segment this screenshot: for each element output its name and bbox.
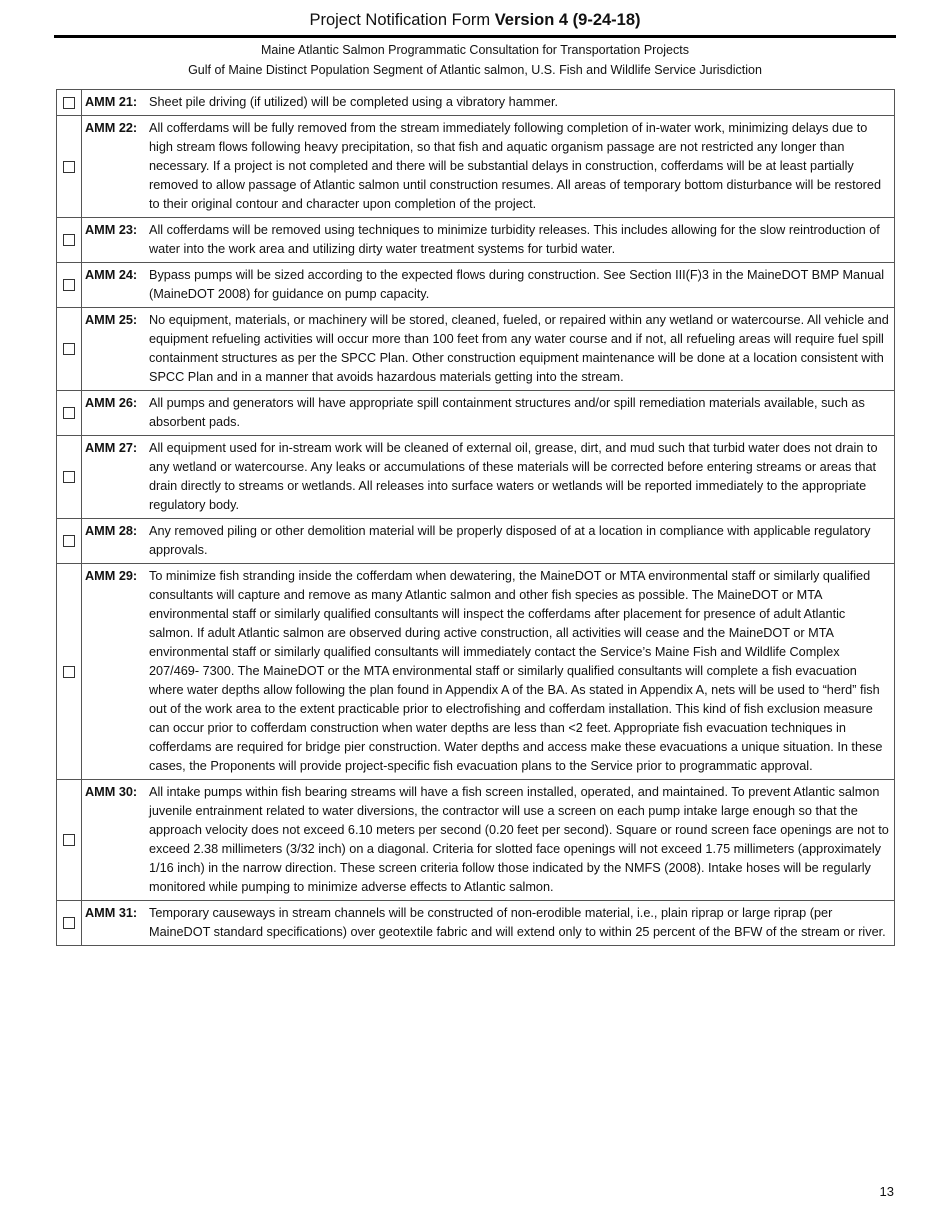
amm-description: All equipment used for in-stream work will be cleaned of external oil, grease, dirt, and mud such that turbid water does not drain to any wetland or watercourse. Any leaks or accumulations of these materials will be corrected before entering streams or areas that drain directly to streams or wetlands. All releases into surface waters or wetlands will be reported immediately to the appropriate regulatory body. — [149, 441, 878, 512]
checkbox-cell — [57, 116, 82, 218]
amm-description: To minimize fish stranding inside the cofferdam when dewatering, the MaineDOT or MTA environmental staff or similarly qualified consultants will capture and remove as many Atlantic salmon and other fish species as possible. The MaineDOT or MTA environmental staff or similarly qualified consultants will inspect the cofferdams after placement for presence of adult Atlantic salmon. If adult Atlantic salmon are observed during active construction, all activities will cease and the MaineDOT or MTA environmental staff or similarly qualified consultants will immediately contact the Service’s Maine Fish and Wildlife Complex 207/469- 7300. The MaineDOT or the MTA environmental staff or similarly qualified consultants will complete a fish evacuation where water depths allow following the plan found in Appendix A of the BA. As stated in Appendix A, nets will be used to “herd” fish out of the work area to the extent practicable prior to electrofishing and cofferdam installation. This kind of fish exclusion measure can occur prior to cofferdam construction when water depths are less than <2 feet. Appropriate fish evacuation techniques in cofferdams are required for bridge pier construction. Water depths and access make these evacuations a unique situation. In these cases, the Proponents will provide project-specific fish evacuation plans to the Service prior to programmatic approval. — [149, 569, 883, 773]
amm-label: AMM 27: — [85, 441, 138, 455]
amm-label: AMM 24: — [85, 268, 138, 282]
form-title-text: Project Notification Form — [309, 11, 491, 29]
amm-item — [85, 221, 891, 259]
amm-row — [57, 218, 895, 263]
amm-description: Any removed piling or other demolition material will be properly disposed of at a location in compliance with applicable regulatory approvals. — [149, 524, 871, 557]
amm-item — [85, 266, 891, 304]
checkbox-cell — [57, 901, 82, 946]
amm-item — [85, 522, 891, 560]
amm-row — [57, 90, 895, 116]
amm-row — [57, 308, 895, 391]
form-title — [54, 8, 896, 32]
amm-text-cell — [82, 901, 895, 946]
amm-row — [57, 780, 895, 901]
amm-checkbox[interactable] — [63, 279, 75, 291]
amm-row — [57, 436, 895, 519]
checkbox-cell — [57, 391, 82, 436]
checkbox-cell — [57, 519, 82, 564]
amm-label: AMM 23: — [85, 223, 138, 237]
subtitle-consultation: Maine Atlantic Salmon Programmatic Consultation for Transportation Projects — [261, 43, 689, 57]
amm-item — [85, 439, 891, 515]
amm-row — [57, 116, 895, 218]
amm-text-cell — [82, 391, 895, 436]
amm-item — [85, 783, 891, 897]
amm-description: All intake pumps within fish bearing streams will have a fish screen installed, operated, and maintained. To prevent Atlantic salmon juvenile entrainment related to water diversions, the contractor will use a screen on each pump intake large enough so that the approach velocity does not exceed 6.10 meters per second (0.20 feet per second). Square or round screen face openings are not to exceed 2.38 millimeters (3/32 inch) on a diagonal. Criteria for slotted face openings will not exceed 1.75 millimeters (approximately 1/16 inch) in the narrow direction. These screen criteria follow those indicated by the NMFS (2008). Intake hoses will be regularly monitored while pumping to minimize adverse effects to Atlantic salmon. — [149, 785, 889, 894]
amm-text-cell — [82, 780, 895, 901]
amm-description: All cofferdams will be removed using techniques to minimize turbidity releases. This includes allowing for the slow reintroduction of water into the work area and utilizing dirty water treatment systems for turbid water. — [149, 223, 880, 256]
header-divider — [54, 35, 896, 38]
amm-checkbox[interactable] — [63, 343, 75, 355]
amm-description: Sheet pile driving (if utilized) will be completed using a vibratory hammer. — [149, 95, 559, 109]
amm-row — [57, 263, 895, 308]
amm-label: AMM 25: — [85, 313, 138, 327]
amm-label: AMM 29: — [85, 569, 138, 583]
amm-checkbox[interactable] — [63, 234, 75, 246]
amm-text-cell — [82, 116, 895, 218]
checkbox-cell — [57, 218, 82, 263]
amm-checkbox[interactable] — [63, 834, 75, 846]
form-version: Version 4 (9-24-18) — [494, 11, 641, 29]
amm-checkbox[interactable] — [63, 666, 75, 678]
amm-checkbox[interactable] — [63, 471, 75, 483]
page-header — [54, 8, 896, 32]
amm-label: AMM 30: — [85, 785, 138, 799]
amm-item — [85, 394, 891, 432]
checkbox-cell — [57, 780, 82, 901]
amm-row — [57, 901, 895, 946]
checkbox-cell — [57, 308, 82, 391]
page-number: 13 — [879, 1184, 894, 1199]
amm-checkbox[interactable] — [63, 161, 75, 173]
amm-description: No equipment, materials, or machinery will be stored, cleaned, fueled, or repaired within any wetland or watercourse. All vehicle and equipment refueling activities will occur more than 100 feet from any water course and if not, all refueling areas will require fuel spill containment structures as per the SPCC Plan. Other construction equipment maintenance will be done at a location consistent with SPCC Plan and in a manner that avoids hazardous materials getting into the stream. — [149, 313, 889, 384]
amm-text-cell — [82, 436, 895, 519]
amm-checkbox[interactable] — [63, 535, 75, 547]
amm-label: AMM 31: — [85, 906, 138, 920]
amm-item — [85, 119, 891, 214]
amm-description: All cofferdams will be fully removed from the stream immediately following completion of in-water work, minimizing delays due to high stream flows following heavy precipitation, so that fish and aquatic organism passage are not restricted any longer than necessary. If a project is not completed and there will be substantial delays in construction, cofferdams will be at least partially removed to allow passage of Atlantic salmon until construction resumes. All areas of temporary bottom disturbance will be restored to their original contour and character upon completion of the project. — [149, 121, 882, 211]
amm-checkbox[interactable] — [63, 97, 75, 109]
checkbox-cell — [57, 436, 82, 519]
amm-checkbox[interactable] — [63, 407, 75, 419]
amm-item — [85, 93, 891, 112]
amm-text-cell — [82, 519, 895, 564]
amm-label: AMM 22: — [85, 121, 138, 135]
amm-checklist-table — [56, 89, 895, 946]
amm-row — [57, 519, 895, 564]
checkbox-cell — [57, 90, 82, 116]
amm-item — [85, 311, 891, 387]
amm-row — [57, 391, 895, 436]
amm-description: All pumps and generators will have appropriate spill containment structures and/or spill remediation materials available, such as absorbent pads. — [149, 396, 865, 429]
amm-label: AMM 28: — [85, 524, 138, 538]
amm-text-cell — [82, 564, 895, 780]
amm-text-cell — [82, 218, 895, 263]
amm-description: Temporary causeways in stream channels will be constructed of non-erodible material, i.e., plain riprap or large riprap (per MaineDOT standard specifications) over geotextile fabric and will extend only to within 25 percent of the BFW of the stream or river. — [149, 906, 886, 939]
amm-text-cell — [82, 308, 895, 391]
amm-text-cell — [82, 90, 895, 116]
checkbox-cell — [57, 263, 82, 308]
amm-item — [85, 904, 891, 942]
checkbox-cell — [57, 564, 82, 780]
subtitle-jurisdiction: Gulf of Maine Distinct Population Segment of Atlantic salmon, U.S. Fish and Wildlife Service Jurisdiction — [188, 63, 762, 77]
amm-description: Bypass pumps will be sized according to the expected flows during construction. See Section III(F)3 in the MaineDOT BMP Manual (MaineDOT 2008) for guidance on pump capacity. — [149, 268, 885, 301]
amm-text-cell — [82, 263, 895, 308]
amm-item — [85, 567, 891, 776]
amm-checkbox[interactable] — [63, 917, 75, 929]
amm-row — [57, 564, 895, 780]
amm-label: AMM 26: — [85, 396, 138, 410]
amm-label: AMM 21: — [85, 95, 138, 109]
